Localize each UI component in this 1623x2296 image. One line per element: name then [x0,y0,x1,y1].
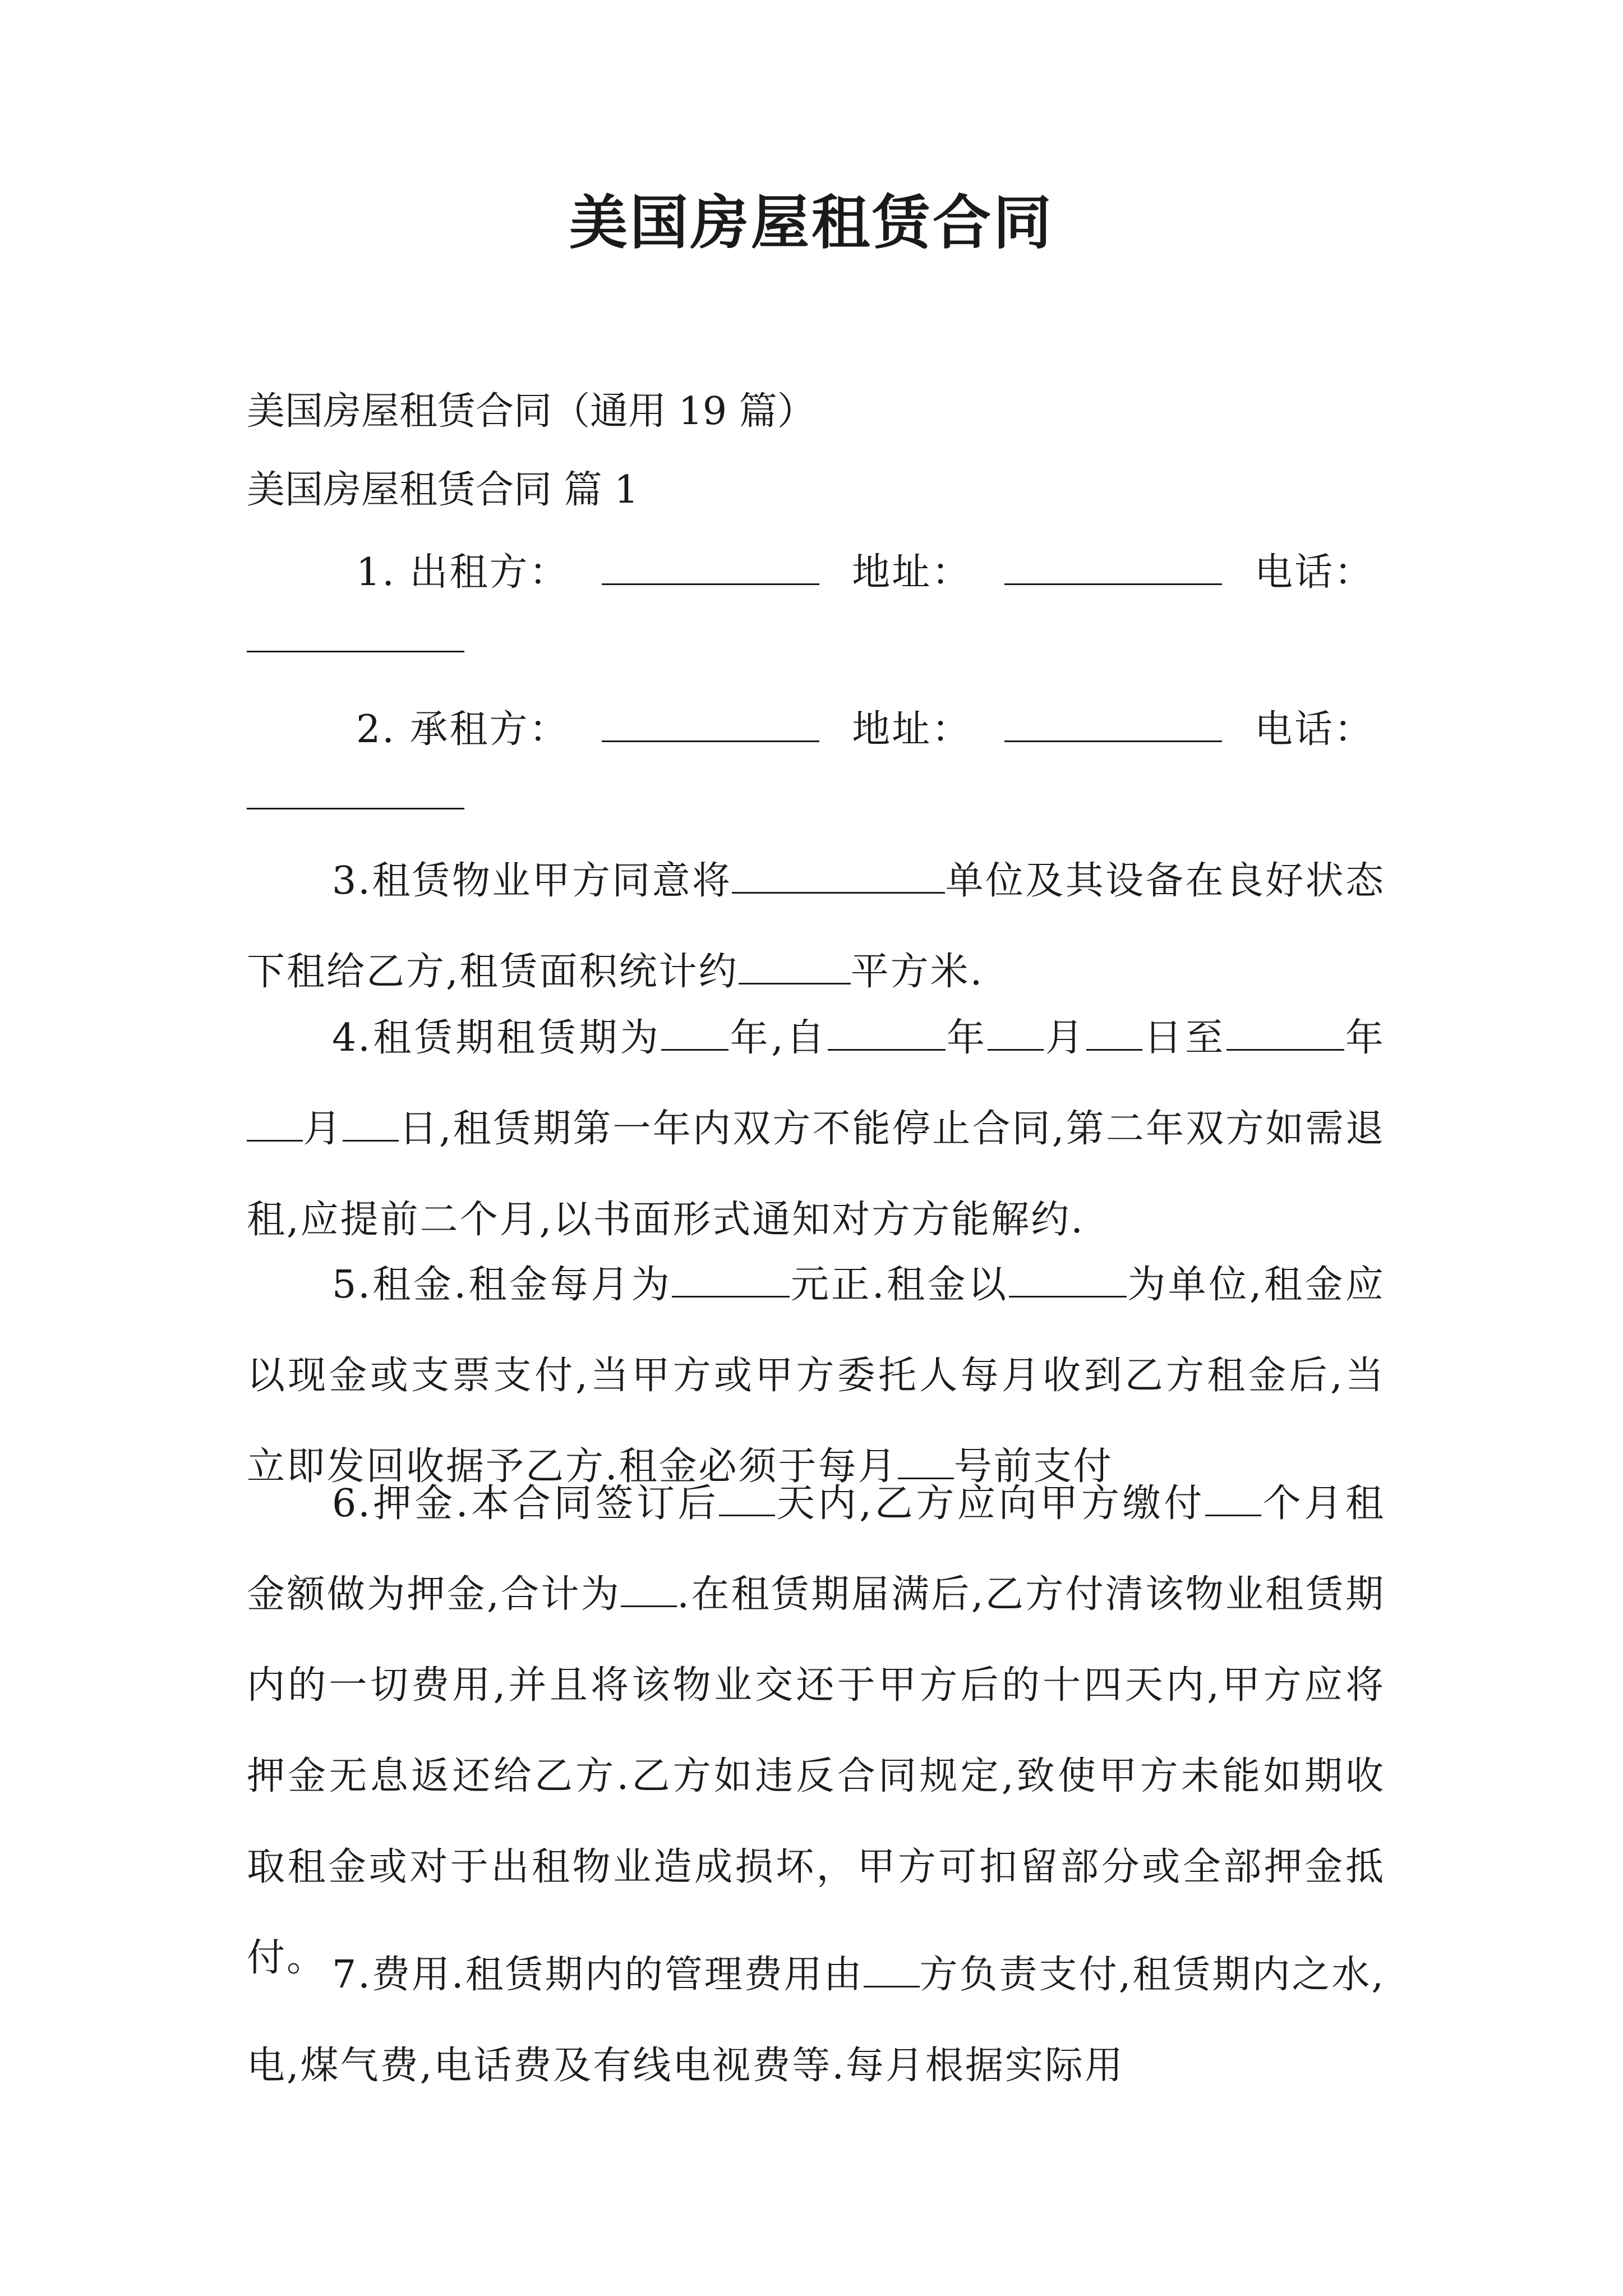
clause-4-text-h: 日,租赁期第一年内双方不能停止合同,第二年双方如需退租,应提前二个月,以书面形式通知对方方能解约. [247,1107,1385,1242]
lessee-address-blank [1004,704,1222,742]
start-day-blank [1086,1013,1142,1051]
clause-7-text-a: 7.费用.租赁期内的管理费用由 [332,1953,864,1997]
clause-3-text-b: 单位及其设备在良好状态下租给乙方,租赁面积统计约 [247,859,1385,994]
start-month-blank [988,1013,1044,1051]
deposit-total-blank [621,1569,677,1607]
end-day-blank [343,1103,399,1142]
clause-4-text-b: 年,自 [728,1016,828,1060]
clause-4-text-e: 日至 [1142,1016,1227,1060]
lessee-row [356,704,1374,752]
end-year-blank [1227,1013,1344,1051]
clause-4 [247,993,1385,1266]
area-blank [739,946,851,984]
clause-3-text-c: 平方米. [850,950,984,994]
clause-4-text-a: 4.租赁期租赁期为 [332,1016,662,1060]
fee-party-blank [864,1949,920,1987]
lessee-label: 2. 承租方： [356,707,569,752]
lessor-label: 1. 出租方： [356,550,569,595]
lessor-row [356,547,1374,595]
lessor-address-label: 地址： [852,550,972,595]
section-heading: 美国房屋租赁合同 篇 1 [247,468,639,512]
lessee-name-blank [602,704,819,742]
clause-3 [247,836,1385,1018]
lessee-address-label: 地址： [852,707,972,752]
rent-unit-blank [1009,1259,1127,1297]
clause-5-text-c: 为单位,租金应以现金或支票支付,当甲方或甲方委托人每月收到乙方租金后,当立即发回收据予乙方.租金必须于每月 [247,1263,1386,1489]
lessor-phone-blank [247,651,464,652]
term-years-blank [661,1013,728,1051]
lessor-address-blank [1004,547,1222,585]
clause-4-text-g: 月 [303,1107,343,1151]
clause-7 [247,1930,1385,2111]
end-month-blank [247,1103,303,1142]
monthly-rent-blank [672,1259,790,1297]
clause-6-text-b: 天内,乙方应向甲方缴付 [775,1481,1205,1526]
clause-4-text-f: 年 [1344,1016,1385,1060]
clause-5-text-a: 5.租金.租金每月为 [332,1263,672,1307]
lessee-phone-label: 电话： [1254,707,1374,752]
deposit-days-blank [719,1478,775,1516]
clause-4-text-d: 月 [1044,1016,1087,1060]
clause-7-text-b: 方负责支付,租赁期内之水,电,煤气费,电话费及有线电视费等.每月根据实际用 [247,1953,1385,2088]
document-subtitle: 美国房屋租赁合同（通用 19 篇） [247,389,815,434]
lessor-phone-label: 电话： [1254,550,1374,595]
lessee-phone-blank [247,808,464,809]
clause-5-text-d: 号前支付 [953,1444,1113,1489]
start-year-blank [828,1013,946,1051]
lessor-name-blank [602,547,819,585]
unit-blank [732,855,945,894]
clause-6-text-a: 6.押金.本合同签订后 [332,1481,720,1526]
deposit-months-blank [1205,1478,1261,1516]
clause-3-text-a: 3.租赁物业甲方同意将 [332,859,732,903]
document-title: 美国房屋租赁合同 [569,188,1054,257]
clause-6-text-c: 个月租金额做为押金,合计为 [247,1481,1385,1617]
clause-6 [247,1458,1385,2004]
clause-4-text-c: 年 [945,1016,988,1060]
clause-6-text-d: .在租赁期届满后,乙方付清该物业租赁期内的一切费用,并且将该物业交还于甲方后的十四天内,甲方应将押金无息返还给乙方.乙方如违反合同规定,致使甲方未能如期收取租金或对于出租物业造成损坏，甲方可扣留部分或全部押金抵付。 [247,1572,1386,1980]
clause-5-text-b: 元正.租金以 [790,1263,1009,1307]
